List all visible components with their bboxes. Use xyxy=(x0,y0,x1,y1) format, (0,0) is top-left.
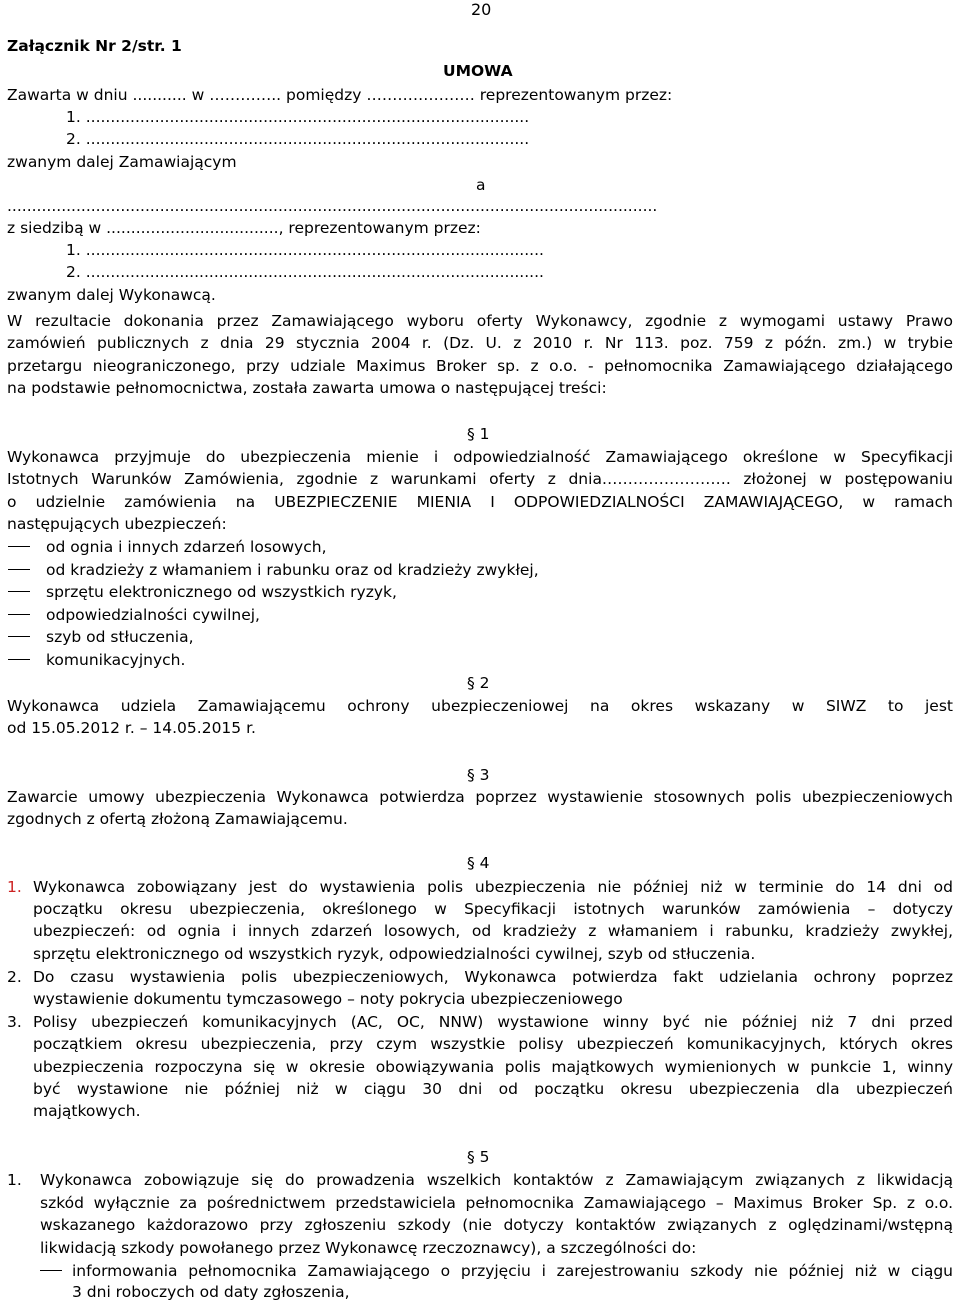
section-3-line: Zawarcie umowy ubezpieczenia Wykonawca potwierdza poprzez wystawienie stosownych polis ubezpieczeniowych xyxy=(7,788,953,806)
client-designation: zwanym dalej Zamawiającym xyxy=(7,153,237,171)
contractor-name-dots: .................................................................................................................................... xyxy=(7,197,658,215)
intro-line: zamówień publicznych z dnia 29 stycznia 2004 r. (Dz. U. z 2010 r. Nr 113. poz. 759 z późn. zm.) w trybie xyxy=(7,334,953,352)
conjunction-and: a xyxy=(476,176,486,194)
section-1-line: o udzielnie zamówienia na UBEZPIECZENIE MIENIA I ODPOWIEDZIALNOŚCI ZAMAWIAJĄCEGO, w ramach xyxy=(7,493,953,511)
contractor-seat: z siedzibą w ..................................., reprezentowanym przez: xyxy=(7,219,481,237)
annex-heading: Załącznik Nr 2/str. 1 xyxy=(7,37,182,55)
intro-line: na podstawie pełnomocnictwa, została zawarta umowa o następującej treści: xyxy=(7,379,607,397)
parties-line: Zawarta w dniu ........... w ………….. pomiędzy ………………… reprezentowanym przez: xyxy=(7,86,673,104)
dash-bullet xyxy=(8,659,30,660)
section-4-point-number: 3. xyxy=(7,1013,22,1031)
section-1-line: Wykonawca przyjmuje do ubezpieczenia mienie i odpowiedzialność Zamawiającego określone w Specyfikacji xyxy=(7,448,953,466)
page-number: 20 xyxy=(471,0,492,19)
section-3-line: zgodnych z ofertą złożoną Zamawiającemu. xyxy=(7,810,348,828)
contract-title: UMOWA xyxy=(443,62,513,80)
section-4-point-3-line: Polisy ubezpieczeń komunikacyjnych (AC, OC, NNW) wystawione winny być nie później niż 7 dni przed xyxy=(33,1013,953,1031)
section-5-sub-item-line: 3 dni roboczych od daty zgłoszenia, xyxy=(72,1283,350,1301)
section-4-point-3-line: być wystawione nie później niż w ciągu 30 dni od początku okresu ubezpieczenia dla ubezpieczeń xyxy=(33,1080,953,1098)
insurance-list-item xyxy=(8,626,194,648)
dash-bullet xyxy=(8,614,30,615)
section-5-point-number: 1. xyxy=(7,1171,22,1189)
contractor-representative-1: 1. ............................................................................................. xyxy=(66,241,544,259)
section-4-point-2-line: Do czasu wystawienia polis ubezpieczeniowych, Wykonawca potwierdza fakt udzielania ochrony poprzez xyxy=(33,968,953,986)
section-3-mark: § 3 xyxy=(467,766,490,784)
section-5-point-1-line: szkód wyłącznie za pośrednictwem przedstawiciela pełnomocnika Zamawiającego – Maximus Broker Sp. z o.o. xyxy=(40,1194,953,1212)
dash-bullet xyxy=(8,591,30,592)
section-5-sub-item-line: informowania pełnomocnika Zamawiającego o przyjęciu i zarejestrowaniu szkody nie później niż w ciągu xyxy=(72,1262,953,1280)
section-4-point-1-line: Wykonawca zobowiązany jest do wystawienia polis ubezpieczenia nie później niż w terminie do 14 dni od xyxy=(33,878,953,896)
section-5-point-1-line: Wykonawca zobowiązuje się do prowadzenia wszelkich kontaktów z Zamawiającym związanych z likwidacją xyxy=(40,1171,953,1189)
section-1-line: Istotnych Warunków Zamówienia, zgodnie z warunkami oferty z dnia……………………. złożonej w postępowaniu xyxy=(7,470,953,488)
section-2-line: od 15.05.2012 r. – 14.05.2015 r. xyxy=(7,719,256,737)
section-4-point-1-line: sprzętu elektronicznego od wszystkich ryzyk, odpowiedzialności cywilnej, szyb od stłuczenia. xyxy=(33,945,756,963)
section-4-point-2-line: wystawienie dokumentu tymczasowego – noty pokrycia ubezpieczeniowego xyxy=(33,990,623,1008)
section-4-point-number: 2. xyxy=(7,968,22,986)
dash-bullet xyxy=(8,546,30,547)
insurance-list-text: od ognia i innych zdarzeń losowych, xyxy=(46,538,327,556)
section-2-line: Wykonawca udziela Zamawiającemu ochrony ubezpieczeniowej na okres wskazany w SIWZ to jest xyxy=(7,697,953,715)
client-representative-1: 1. .......................................................................................... xyxy=(66,108,530,126)
section-4-point-3-line: majątkowych. xyxy=(33,1102,141,1120)
section-4-point-1-line: ubezpieczeń: od ognia i innych zdarzeń losowych, od kradzieży z włamaniem i rabunku, kradzieży zwykłej, xyxy=(33,922,953,940)
section-4-point-3-line: ubezpieczenia rozpoczyna się w okresie obowiązywania polis majątkowych wymienionych w punkcie 1, winny xyxy=(33,1058,953,1076)
insurance-list-item xyxy=(8,581,397,603)
section-4-point-3-line: początkiem okresu ubezpieczenia, przy czym wszystkie polisy ubezpieczeń komunikacyjnych, których okres xyxy=(33,1035,953,1053)
section-4-point-number: 1. xyxy=(7,878,22,896)
insurance-list-item xyxy=(8,559,539,581)
insurance-list-item xyxy=(8,604,260,626)
insurance-list-item xyxy=(8,536,327,558)
insurance-list-text: komunikacyjnych. xyxy=(46,651,186,669)
section-4-mark: § 4 xyxy=(467,854,490,872)
insurance-list-text: szyb od stłuczenia, xyxy=(46,628,194,646)
dash-bullet xyxy=(40,1270,62,1271)
section-5-point-1-line: likwidacją szkody powołanego przez Wykonawcę rzeczoznawcy), a szczególności do: xyxy=(40,1239,697,1257)
client-representative-2: 2. .......................................................................................... xyxy=(66,130,530,148)
intro-line: przetargu nieograniczonego, przy udziale Maximus Broker sp. z o.o. - pełnomocnika Zamawiającego działającego xyxy=(7,357,953,375)
section-2-mark: § 2 xyxy=(467,674,490,692)
intro-line: W rezultacie dokonania przez Zamawiającego wyboru oferty Wykonawcy, zgodnie z wymogami ustawy Prawo xyxy=(7,312,953,330)
contractor-designation: zwanym dalej Wykonawcą. xyxy=(7,286,216,304)
section-1-line: następujących ubezpieczeń: xyxy=(7,515,227,533)
section-5-mark: § 5 xyxy=(467,1148,490,1166)
section-4-point-1-line: początku okresu ubezpieczenia, określonego w Specyfikacji istotnych warunków zamówienia – dotyczy xyxy=(33,900,953,918)
dash-bullet xyxy=(8,636,30,637)
section-5-point-1-line: wskazanego każdorazowo przy zgłoszeniu szkody (nie dotyczy kontaktów związanych z oględzinami/wstępną xyxy=(40,1216,953,1234)
contractor-representative-2: 2. ............................................................................................. xyxy=(66,263,544,281)
dash-bullet xyxy=(8,569,30,570)
insurance-list-item xyxy=(8,649,185,671)
insurance-list-text: od kradzieży z włamaniem i rabunku oraz od kradzieży zwykłej, xyxy=(46,561,539,579)
insurance-list-text: odpowiedzialności cywilnej, xyxy=(46,606,260,624)
insurance-list-text: sprzętu elektronicznego od wszystkich ryzyk, xyxy=(46,583,397,601)
section-1-mark: § 1 xyxy=(467,425,490,443)
